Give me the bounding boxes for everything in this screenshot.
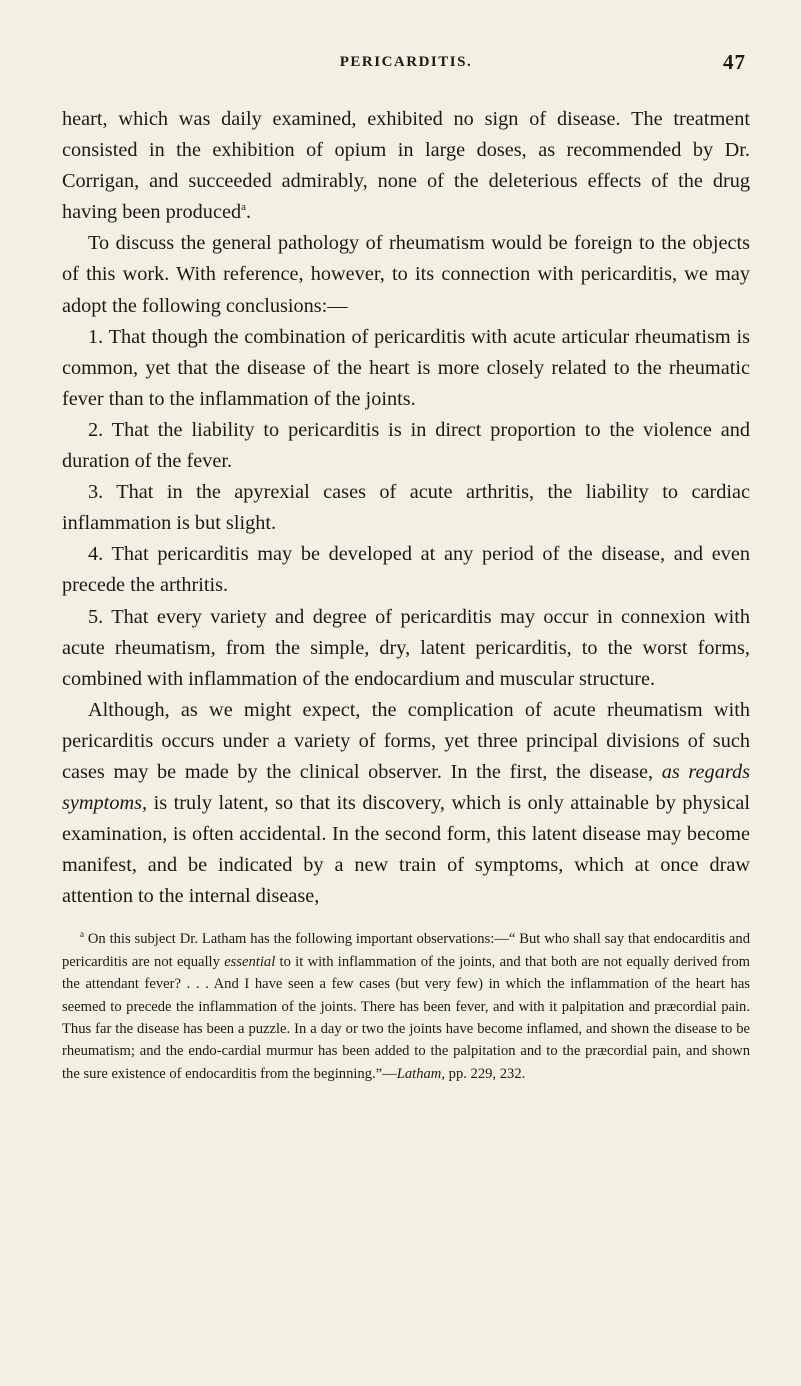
footnote-italic-essential: essential <box>224 953 276 970</box>
conclusion-4: 4. That pericarditis may be developed at any period of the disease, and even precede the arthritis. <box>62 543 750 597</box>
closing-paragraph-end: is truly latent, so that its discovery, which is only attainable by physical examination, is often accidental. In the second form, this latent disease may become manifest, and be indicated by a new train of symptoms, which at once draw attention to the internal disease, <box>62 792 750 908</box>
conclusion-5: 5. That every variety and degree of pericarditis may occur in connexion with acute rheumatism, from the simple, dry, latent pericarditis, to the worst forms, combined with inflammation of the endocardium and muscular structure. <box>62 605 750 690</box>
page-header <box>62 50 750 80</box>
book-page <box>62 50 750 1085</box>
footnote-reference-a: a <box>241 201 246 214</box>
running-title: PERICARDITIS. <box>339 54 473 70</box>
page-number: 47 <box>723 50 746 74</box>
footnote-citation-author: Latham, <box>396 1065 445 1082</box>
footnote <box>62 928 750 1085</box>
footnote-text-1: On this subject Dr. Latham has the following important observations:—“ But who shall say that endocarditis and pericarditis are not equally <box>62 931 750 970</box>
footnote-mark: a <box>80 929 84 940</box>
closing-paragraph-start: Although, as we might expect, the complication of acute rheumatism with pericarditis occurs under a variety of forms, yet three principal divisions of such cases may be made by the clinical observer. In the first, the disease, <box>62 698 750 783</box>
footnote-a <box>62 928 750 1085</box>
footnote-citation-pages: pp. 229, 232. <box>445 1065 526 1082</box>
conclusion-3: 3. That in the apyrexial cases of acute arthritis, the liability to cardiac inflammation is but slight. <box>62 481 750 535</box>
conclusion-1: 1. That though the combination of pericarditis with acute articular rheumatism is common, yet that the disease of the heart is more closely related to the rheumatic fever than to the inflammation of the joints. <box>62 325 750 410</box>
paragraph-1-text: heart, which was daily examined, exhibited no sign of disease. The treatment consisted in the exhibition of opium in large doses, as recommended by Dr. Corrigan, and succeeded admirably, none of the deleterious effects of the drug having been produced <box>62 108 750 224</box>
footnote-text-2: to it with inflammation of the joints, and that both are not equally derived from the attendant fever? . . . And I have seen a few cases (but very few) in which the inflammation of the heart has seemed to precede the inflammation of the joints. There has been fever, and with it palpitation and præcordial pain. Thus far the disease has been a puzzle. In a day or two the joints have become inflamed, and shown the disease to be rheumatism; and the endo-cardial murmur has been added to the palpitation and to the præcordial pain, and shown the sure existence of endocarditis from the beginning.”— <box>62 953 751 1082</box>
paragraph-1 <box>62 104 750 228</box>
closing-paragraph-italic: as regards symptoms, <box>62 760 751 815</box>
paragraph-1-end: . <box>245 201 252 224</box>
paragraph-2: To discuss the general pathology of rheumatism would be foreign to the objects of this work. With reference, however, to its connection with pericarditis, we may adopt the following conclusions:— <box>62 232 750 317</box>
conclusion-2: 2. That the liability to pericarditis is in direct proportion to the violence and duration of the fever. <box>62 418 750 473</box>
body-text <box>62 104 750 912</box>
closing-paragraph <box>62 695 750 913</box>
